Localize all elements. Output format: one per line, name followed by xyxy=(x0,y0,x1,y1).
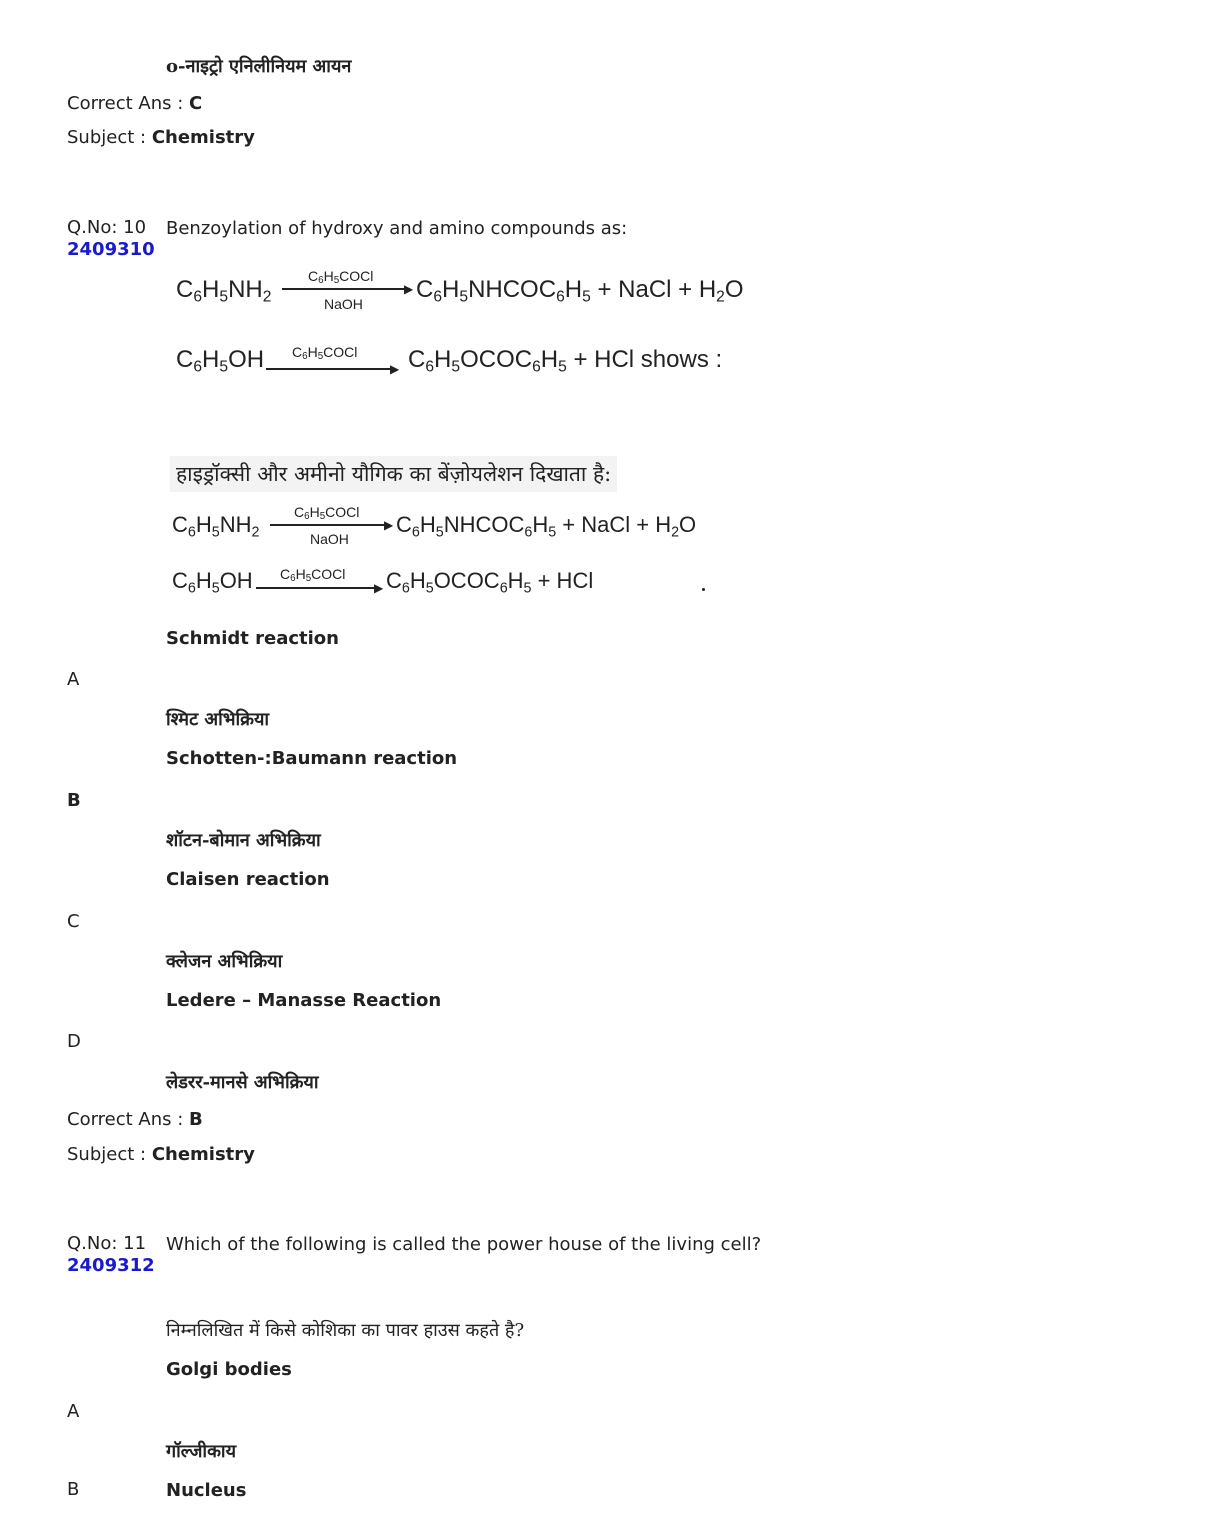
option-a-letter: A xyxy=(67,1401,80,1422)
subject-label: Subject : xyxy=(67,1144,147,1165)
eq3-arrow xyxy=(270,524,390,526)
correct-label: Correct Ans : xyxy=(67,93,184,114)
prev-correct-answer xyxy=(67,93,202,114)
correct-value: B xyxy=(189,1109,203,1130)
correct-answer xyxy=(67,1109,203,1130)
eq3-arrowhead: ▶ xyxy=(384,518,394,532)
subject xyxy=(67,1144,255,1165)
eq4-arrow xyxy=(256,587,378,589)
question-number: Q.No: 10 xyxy=(67,217,147,238)
subject-value: Chemistry xyxy=(151,127,255,148)
option-a-english: Schmidt reaction xyxy=(166,628,339,649)
question-number: Q.No: 11 xyxy=(67,1233,147,1254)
option-a-hindi: श्मिट अभिक्रिया xyxy=(166,709,270,730)
stray-dot xyxy=(702,588,705,591)
question-text: Which of the following is called the power house of the living cell? xyxy=(166,1234,762,1255)
option-b-english: Nucleus xyxy=(166,1480,247,1501)
eq4-right: $C_6H_5OCOC_6H_5$ + HCl xyxy=(386,568,594,597)
eq1-left: $C_6H_5NH_2$ xyxy=(176,276,272,306)
option-a-english: Golgi bodies xyxy=(166,1359,292,1380)
prev-subject xyxy=(67,127,255,148)
question-text: Benzoylation of hydroxy and amino compounds as: xyxy=(166,218,628,239)
subject-label: Subject : xyxy=(67,127,147,148)
option-a-hindi: गॉल्जीकाय xyxy=(166,1441,237,1462)
option-c-hindi: क्लेजन अभिक्रिया xyxy=(166,951,283,972)
eq1-reagent-top: $C_6H_5COCl$ xyxy=(308,268,374,286)
eq2-reagent-top: $C_6H_5COCl$ xyxy=(292,344,358,362)
option-c-english: Claisen reaction xyxy=(166,869,330,890)
eq2-left: $C_6H_5OH$ xyxy=(176,346,265,376)
eq1-reagent-bottom: NaOH xyxy=(324,296,363,312)
eq3-reagent-top: $C_6H_5COCl$ xyxy=(294,504,360,522)
question-id: 2409310 xyxy=(67,239,155,260)
eq2-arrowhead: ▶ xyxy=(390,362,400,376)
equation-2 xyxy=(176,344,756,384)
eq3-left: $C_6H_5NH_2$ xyxy=(172,512,260,541)
equation-1 xyxy=(176,268,756,318)
question-text-hindi: हाइड्रॉक्सी और अमीनो यौगिक का बेंज़ोयलेशन दिखाता है: xyxy=(170,456,617,492)
prev-option-hindi: o-नाइट्रो एनिलीनियम आयन xyxy=(166,56,352,77)
eq4-left: $C_6H_5OH$ xyxy=(172,568,253,597)
question-id: 2409312 xyxy=(67,1255,155,1276)
correct-label: Correct Ans : xyxy=(67,1109,184,1130)
option-b-letter: B xyxy=(67,790,81,811)
option-a-letter: A xyxy=(67,669,80,690)
equation-4 xyxy=(172,566,712,606)
eq4-reagent-top: $C_6H_5COCl$ xyxy=(280,566,346,584)
eq1-right: $C_6H_5NHCOC_6H_5$ + NaCl + $H_2O$ xyxy=(416,276,744,306)
option-d-hindi: लेडरर-मानसे अभिक्रिया xyxy=(166,1072,319,1093)
option-d-english: Ledere – Manasse Reaction xyxy=(166,990,442,1011)
question-text-hindi: निम्नलिखित में किसे कोशिका का पावर हाउस कहते है? xyxy=(166,1320,525,1341)
eq3-reagent-bottom: NaOH xyxy=(310,531,349,547)
correct-value: C xyxy=(189,93,203,114)
option-b-hindi: शॉटन-बोमान अभिक्रिया xyxy=(166,830,321,851)
eq2-arrow xyxy=(266,368,394,370)
subject-value: Chemistry xyxy=(151,1144,255,1165)
eq4-arrowhead: ▶ xyxy=(374,581,384,595)
eq1-arrow xyxy=(282,288,410,290)
eq3-right: $C_6H_5NHCOC_6H_5$ + NaCl + $H_2O$ xyxy=(396,512,697,541)
equation-3 xyxy=(172,504,712,550)
option-c-letter: C xyxy=(67,911,80,932)
eq1-arrowhead: ▶ xyxy=(404,282,414,296)
eq2-right: $C_6H_5OCOC_6H_5$ + HCl shows : xyxy=(408,346,723,376)
option-b-letter: B xyxy=(67,1479,80,1500)
option-b-english: Schotten-:Baumann reaction xyxy=(166,748,458,769)
option-d-letter: D xyxy=(67,1031,81,1052)
